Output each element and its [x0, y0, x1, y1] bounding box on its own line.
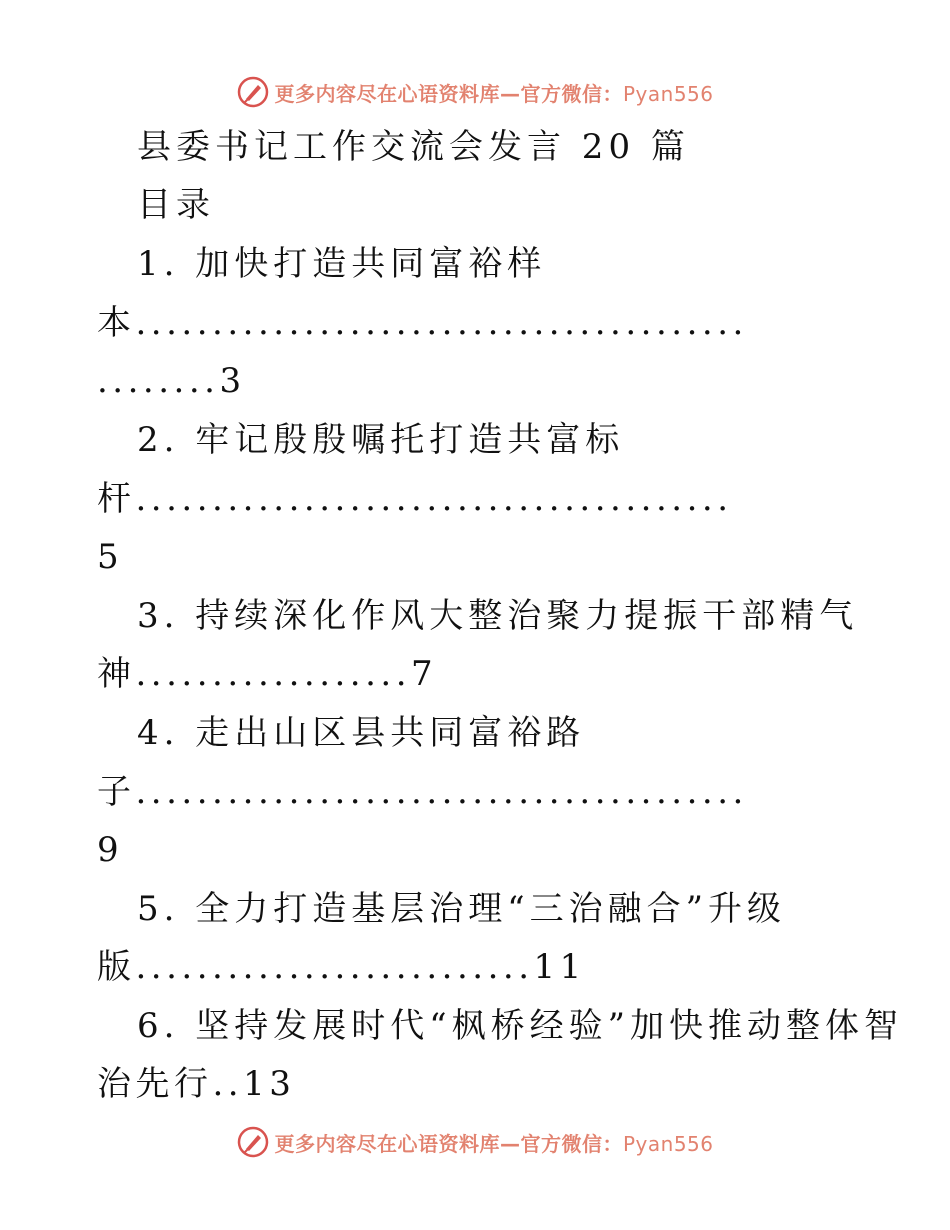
- pen-logo-icon: [236, 75, 270, 109]
- toc-heading: 目录: [137, 185, 215, 225]
- toc-item-6: 6. 坚持发展时代“枫桥经验”加快推动整体智: [137, 1006, 904, 1046]
- toc-item-3-leader: 神..................7: [97, 654, 438, 694]
- toc-item-1-page: ........3: [97, 361, 246, 401]
- watermark-text: 更多内容尽在心语资料库—官方微信：Pyan556: [274, 81, 714, 106]
- toc-item-5-leader: 版..........................11: [97, 947, 586, 987]
- watermark-text: 更多内容尽在心语资料库—官方微信：Pyan556: [274, 1131, 714, 1156]
- toc-item-1: 1. 加快打造共同富裕样: [137, 244, 547, 284]
- document-title: 县委书记工作交流会发言 20 篇: [137, 127, 690, 167]
- toc-item-2-leader: 杆.......................................: [97, 479, 733, 519]
- toc-item-5: 5. 全力打造基层治理“三治融合”升级: [137, 889, 787, 929]
- footer-watermark: [0, 1122, 950, 1162]
- toc-item-6-leader: 治先行..13: [97, 1064, 296, 1104]
- toc-item-2-page: 5: [97, 537, 119, 577]
- toc-item-4-leader: 子........................................: [97, 772, 748, 812]
- toc-item-4-page: 9: [97, 830, 119, 870]
- toc-item-1-leader: 本........................................: [97, 303, 748, 343]
- toc-item-3: 3. 持续深化作风大整治聚力提振干部精气: [137, 596, 859, 636]
- toc-item-4: 4. 走出山区县共同富裕路: [137, 713, 586, 753]
- toc-item-2: 2. 牢记殷殷嘱托打造共富标: [137, 420, 625, 460]
- pen-logo-icon: [236, 1125, 270, 1159]
- header-watermark: [0, 72, 950, 112]
